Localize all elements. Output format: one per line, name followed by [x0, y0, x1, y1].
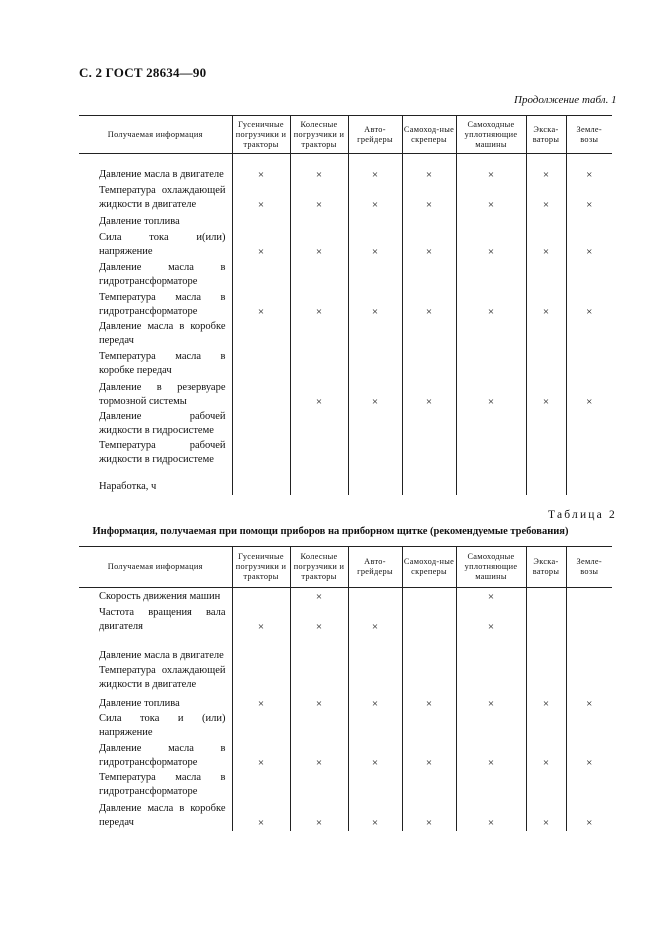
mark-cell — [566, 183, 612, 213]
mark-cell — [348, 800, 402, 831]
mark-cell — [402, 693, 456, 712]
table-row — [79, 468, 612, 495]
cross-mark: × — [487, 306, 495, 318]
mark-cell — [566, 320, 612, 349]
cross-mark: × — [257, 306, 265, 318]
table-row — [79, 320, 612, 349]
mark-cell — [232, 741, 290, 771]
table-row — [79, 712, 612, 741]
table-2-title: Информация, получаемая при помощи приборов на приборном щитке (рекомендуемые требования) — [92, 526, 569, 537]
mark-cell — [526, 741, 566, 771]
mark-cell — [348, 320, 402, 349]
header-info: Получаемая информация — [107, 562, 203, 571]
mark-cell — [566, 664, 612, 693]
mark-cell — [290, 468, 348, 495]
header-crawler: Гусеничные погрузчики и тракторы — [232, 116, 290, 154]
cross-mark: × — [586, 199, 593, 211]
table-2-label: Таблица 2 — [548, 509, 617, 521]
mark-cell — [348, 741, 402, 771]
cross-mark: × — [487, 199, 495, 211]
cross-mark: × — [257, 169, 265, 181]
table-row — [79, 605, 612, 635]
cross-mark: × — [425, 169, 433, 181]
cross-mark: × — [425, 698, 433, 710]
cross-mark: × — [487, 817, 495, 829]
cross-mark: × — [487, 591, 495, 603]
table-row — [79, 260, 612, 290]
mark-cell — [526, 183, 566, 213]
cross-mark: × — [315, 169, 323, 181]
mark-cell — [526, 468, 566, 495]
mark-cell — [566, 213, 612, 230]
cross-mark: × — [257, 698, 265, 710]
header-dumpers: Земле-возы — [566, 547, 612, 588]
mark-cell — [566, 741, 612, 771]
mark-cell — [526, 605, 566, 635]
table-row — [79, 693, 612, 712]
mark-cell — [526, 800, 566, 831]
mark-cell — [232, 379, 290, 410]
mark-cell — [290, 230, 348, 260]
cross-mark: × — [542, 169, 550, 181]
mark-cell — [290, 154, 348, 183]
cross-mark: × — [542, 246, 550, 258]
cross-mark: × — [315, 306, 323, 318]
mark-cell — [566, 800, 612, 831]
header-dumpers: Земле-возы — [566, 116, 612, 154]
mark-cell — [290, 439, 348, 468]
mark-cell — [456, 230, 526, 260]
mark-cell — [348, 588, 402, 605]
table-row — [79, 379, 612, 410]
mark-cell — [290, 605, 348, 635]
mark-cell — [232, 800, 290, 831]
mark-cell — [402, 664, 456, 693]
mark-cell — [348, 468, 402, 495]
mark-cell — [526, 664, 566, 693]
table-row — [79, 349, 612, 379]
mark-cell — [456, 349, 526, 379]
mark-cell — [566, 439, 612, 468]
table-row — [79, 771, 612, 800]
header-info: Получаемая информация — [107, 129, 203, 139]
table-row — [79, 183, 612, 213]
mark-cell — [566, 379, 612, 410]
mark-cell — [232, 260, 290, 290]
mark-cell — [402, 320, 456, 349]
mark-cell — [566, 260, 612, 290]
mark-cell — [348, 154, 402, 183]
cross-mark: × — [371, 621, 379, 633]
table-row — [79, 588, 612, 605]
mark-cell — [402, 635, 456, 664]
mark-cell — [402, 213, 456, 230]
row-label: Давление топлива — [99, 698, 180, 709]
cross-mark: × — [257, 757, 265, 769]
header-graders: Авто-грейдеры — [348, 547, 402, 588]
row-label: Наработка, ч — [99, 481, 157, 492]
mark-cell — [526, 154, 566, 183]
mark-cell — [290, 771, 348, 800]
mark-cell — [456, 712, 526, 741]
mark-cell — [402, 290, 456, 320]
mark-cell — [456, 468, 526, 495]
header-crawler: Гусеничные погрузчики и тракторы — [232, 547, 290, 588]
mark-cell — [402, 410, 456, 439]
row-label: Давление масла в двигателе — [99, 650, 224, 661]
cross-mark: × — [315, 757, 323, 769]
mark-cell — [526, 213, 566, 230]
mark-cell — [566, 771, 612, 800]
mark-cell — [348, 693, 402, 712]
mark-cell — [402, 741, 456, 771]
mark-cell — [290, 664, 348, 693]
cross-mark: × — [542, 396, 550, 408]
cross-mark: × — [487, 246, 495, 258]
mark-cell — [456, 183, 526, 213]
mark-cell — [348, 379, 402, 410]
mark-cell — [526, 635, 566, 664]
mark-cell — [402, 230, 456, 260]
cross-mark: × — [487, 621, 495, 633]
header-wheeled: Колесные погрузчики и тракторы — [290, 116, 348, 154]
mark-cell — [232, 635, 290, 664]
cross-mark: × — [371, 246, 379, 258]
table-1 — [79, 115, 612, 495]
cross-mark: × — [487, 757, 495, 769]
mark-cell — [402, 771, 456, 800]
mark-cell — [402, 605, 456, 635]
cross-mark: × — [371, 817, 379, 829]
mark-cell — [526, 290, 566, 320]
table-row — [79, 741, 612, 771]
table-1-body — [79, 154, 612, 495]
cross-mark: × — [425, 199, 433, 211]
mark-cell — [348, 349, 402, 379]
mark-cell — [290, 712, 348, 741]
header-scrapers: Самоход-ные скреперы — [402, 116, 456, 154]
mark-cell — [348, 260, 402, 290]
cross-mark: × — [371, 169, 379, 181]
cross-mark: × — [586, 306, 593, 318]
continuation-note: Продолжение табл. 1 — [514, 94, 617, 106]
mark-cell — [456, 588, 526, 605]
mark-cell — [456, 439, 526, 468]
mark-cell — [566, 605, 612, 635]
table-1-header-row — [79, 116, 612, 154]
mark-cell — [402, 468, 456, 495]
cross-mark: × — [487, 698, 495, 710]
row-label: Давление рабочей жидкости в гидросистеме — [99, 410, 226, 436]
mark-cell — [456, 800, 526, 831]
mark-cell — [456, 410, 526, 439]
page-header: С. 2 ГОСТ 28634—90 — [79, 65, 207, 80]
mark-cell — [402, 260, 456, 290]
cross-mark: × — [542, 757, 550, 769]
mark-cell — [290, 213, 348, 230]
row-label: Сила тока и (или) напряжение — [99, 712, 226, 738]
mark-cell — [456, 379, 526, 410]
mark-cell — [402, 800, 456, 831]
cross-mark: × — [542, 306, 550, 318]
table-row — [79, 290, 612, 320]
table-row — [79, 410, 612, 439]
cross-mark: × — [315, 591, 323, 603]
mark-cell — [348, 439, 402, 468]
row-label: Скорость движения машин — [99, 591, 221, 602]
mark-cell — [348, 183, 402, 213]
mark-cell — [232, 213, 290, 230]
mark-cell — [290, 290, 348, 320]
row-label: Температура масла в гидротрансформаторе — [99, 771, 226, 797]
cross-mark: × — [586, 817, 593, 829]
mark-cell — [566, 588, 612, 605]
table-row — [79, 664, 612, 693]
mark-cell — [456, 771, 526, 800]
row-label: Давление масла в коробке передач — [99, 320, 226, 346]
cross-mark: × — [315, 199, 323, 211]
mark-cell — [526, 771, 566, 800]
mark-cell — [290, 635, 348, 664]
mark-cell — [456, 664, 526, 693]
mark-cell — [232, 320, 290, 349]
cross-mark: × — [371, 698, 379, 710]
cross-mark: × — [425, 817, 433, 829]
mark-cell — [290, 588, 348, 605]
mark-cell — [526, 230, 566, 260]
cross-mark: × — [257, 817, 265, 829]
row-label: Температура охлаждающей жидкости в двигателе — [99, 664, 226, 690]
mark-cell — [290, 260, 348, 290]
cross-mark: × — [487, 169, 495, 181]
mark-cell — [456, 605, 526, 635]
mark-cell — [232, 605, 290, 635]
mark-cell — [232, 468, 290, 495]
header-excavators: Экска-ваторы — [526, 116, 566, 154]
mark-cell — [456, 260, 526, 290]
cross-mark: × — [425, 396, 433, 408]
mark-cell — [402, 439, 456, 468]
mark-cell — [566, 230, 612, 260]
header-wheeled: Колесные погрузчики и тракторы — [290, 547, 348, 588]
row-label: Температура рабочей жидкости в гидросистеме — [99, 439, 226, 465]
mark-cell — [566, 154, 612, 183]
mark-cell — [290, 183, 348, 213]
cross-mark: × — [315, 817, 323, 829]
table-2 — [79, 546, 612, 831]
mark-cell — [456, 290, 526, 320]
row-label: Давление масла в двигателе — [99, 169, 224, 180]
mark-cell — [456, 741, 526, 771]
mark-cell — [348, 605, 402, 635]
row-label: Давление масла в гидротрансформаторе — [99, 261, 226, 287]
cross-mark: × — [586, 396, 593, 408]
mark-cell — [232, 439, 290, 468]
row-label: Давление масла в коробке передач — [99, 802, 226, 828]
table-2-header-row — [79, 547, 612, 588]
cross-mark: × — [315, 396, 323, 408]
header-compactors: Самоходные уплотняющие машины — [456, 547, 526, 588]
mark-cell — [232, 349, 290, 379]
table-row — [79, 635, 612, 664]
cross-mark: × — [542, 698, 550, 710]
cross-mark: × — [425, 246, 433, 258]
cross-mark: × — [371, 306, 379, 318]
cross-mark: × — [586, 698, 593, 710]
mark-cell — [348, 213, 402, 230]
mark-cell — [232, 410, 290, 439]
mark-cell — [348, 410, 402, 439]
mark-cell — [402, 712, 456, 741]
cross-mark: × — [257, 199, 265, 211]
mark-cell — [526, 320, 566, 349]
mark-cell — [348, 664, 402, 693]
mark-cell — [526, 712, 566, 741]
cross-mark: × — [586, 246, 593, 258]
mark-cell — [402, 349, 456, 379]
table-row — [79, 800, 612, 831]
mark-cell — [232, 664, 290, 693]
table-row — [79, 230, 612, 260]
header-scrapers: Самоход-ные скреперы — [402, 547, 456, 588]
mark-cell — [456, 635, 526, 664]
mark-cell — [526, 260, 566, 290]
mark-cell — [456, 320, 526, 349]
mark-cell — [526, 588, 566, 605]
row-label: Давление масла в гидротрансформаторе — [99, 742, 226, 768]
table-2-body — [79, 588, 612, 831]
mark-cell — [402, 588, 456, 605]
row-label: Давление в резервуаре тормозной системы — [99, 381, 226, 407]
mark-cell — [526, 410, 566, 439]
mark-cell — [456, 154, 526, 183]
mark-cell — [402, 154, 456, 183]
mark-cell — [290, 693, 348, 712]
cross-mark: × — [542, 817, 550, 829]
row-label: Температура охлаждающей жидкости в двигателе — [99, 184, 226, 210]
mark-cell — [290, 379, 348, 410]
mark-cell — [566, 712, 612, 741]
row-label: Температура масла в коробке передач — [99, 350, 226, 376]
mark-cell — [290, 800, 348, 831]
cross-mark: × — [586, 757, 593, 769]
mark-cell — [566, 349, 612, 379]
mark-cell — [232, 771, 290, 800]
table-row — [79, 439, 612, 468]
table-row — [79, 213, 612, 230]
row-label: Температура масла в гидротрансформаторе — [99, 291, 226, 317]
mark-cell — [232, 290, 290, 320]
cross-mark: × — [371, 199, 379, 211]
cross-mark: × — [425, 757, 433, 769]
row-label: Частота вращения вала двигателя — [99, 606, 226, 632]
mark-cell — [526, 439, 566, 468]
cross-mark: × — [371, 396, 379, 408]
mark-cell — [232, 693, 290, 712]
mark-cell — [290, 410, 348, 439]
mark-cell — [348, 771, 402, 800]
mark-cell — [526, 379, 566, 410]
mark-cell — [232, 712, 290, 741]
table-row — [79, 154, 612, 183]
mark-cell — [290, 320, 348, 349]
cross-mark: × — [315, 246, 323, 258]
row-label: Сила тока и(или) напряжение — [99, 231, 226, 257]
mark-cell — [232, 154, 290, 183]
cross-mark: × — [315, 621, 323, 633]
mark-cell — [402, 379, 456, 410]
mark-cell — [566, 635, 612, 664]
mark-cell — [290, 741, 348, 771]
mark-cell — [526, 693, 566, 712]
mark-cell — [348, 290, 402, 320]
mark-cell — [290, 349, 348, 379]
cross-mark: × — [425, 306, 433, 318]
mark-cell — [232, 230, 290, 260]
cross-mark: × — [487, 396, 495, 408]
mark-cell — [232, 588, 290, 605]
cross-mark: × — [371, 757, 379, 769]
mark-cell — [232, 183, 290, 213]
header-graders: Авто-грейдеры — [348, 116, 402, 154]
cross-mark: × — [542, 199, 550, 211]
mark-cell — [566, 693, 612, 712]
header-excavators: Экска-ваторы — [526, 547, 566, 588]
mark-cell — [526, 349, 566, 379]
mark-cell — [566, 468, 612, 495]
mark-cell — [566, 410, 612, 439]
mark-cell — [566, 290, 612, 320]
cross-mark: × — [586, 169, 593, 181]
header-compactors: Самоходные уплотняющие машины — [456, 116, 526, 154]
mark-cell — [348, 230, 402, 260]
mark-cell — [402, 183, 456, 213]
cross-mark: × — [315, 698, 323, 710]
cross-mark: × — [257, 246, 265, 258]
mark-cell — [456, 693, 526, 712]
mark-cell — [348, 712, 402, 741]
cross-mark: × — [257, 621, 265, 633]
mark-cell — [348, 635, 402, 664]
row-label: Давление топлива — [99, 216, 180, 227]
mark-cell — [456, 213, 526, 230]
